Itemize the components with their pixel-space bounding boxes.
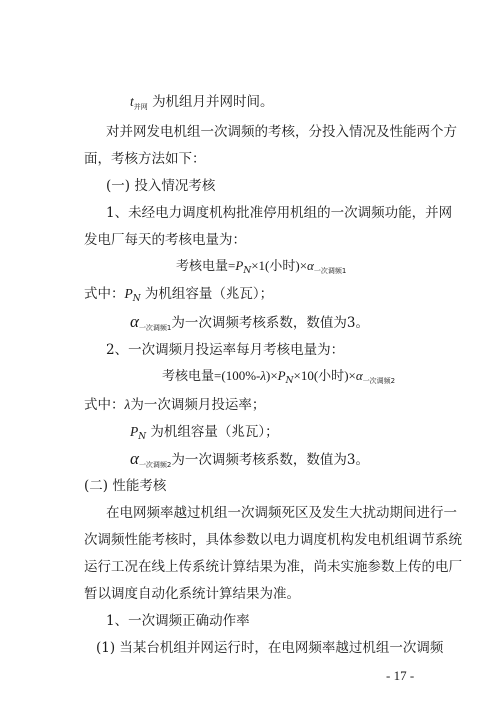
- formula-2-lambda: λ: [260, 368, 266, 383]
- text-line-1: [130, 92, 274, 117]
- formula-2-times-1: )×: [266, 368, 278, 383]
- symbol-P-2-subscript: N: [138, 432, 147, 442]
- section-heading-2: (二) 性能考核: [84, 478, 167, 494]
- text-line-20: 1、一次调频正确动作率: [106, 613, 250, 629]
- formula-2-P-subscript: N: [285, 376, 294, 386]
- line-1-text: 为机组月并网时间。: [152, 94, 274, 110]
- formula-1-P: P: [235, 258, 244, 273]
- text-line-9: [130, 312, 369, 338]
- formula-2-open: (100%-: [221, 368, 261, 383]
- text-line-14: [130, 449, 369, 475]
- formula-1: [176, 256, 346, 281]
- formula-1-P-subscript: N: [243, 266, 252, 276]
- line-14-text: 为一次调频考核系数，数值为3。: [171, 452, 369, 468]
- symbol-alpha-2-subscript: 一次调频2: [138, 461, 172, 469]
- symbol-P-subscript: N: [132, 294, 141, 304]
- text-line-21: (1) 当某台机组并网运行时，在电网频率越过机组一次调频: [96, 640, 444, 656]
- section-heading-1: (一) 投入情况考核: [106, 178, 216, 194]
- formula-1-times-1: ×1(: [251, 258, 270, 273]
- formula-2-alpha-subscript: 一次调频2: [362, 377, 396, 385]
- line-9-text: 为一次调频考核系数，数值为3。: [171, 315, 369, 331]
- formula-1-alpha: α: [307, 258, 314, 273]
- formula-2-P: P: [277, 368, 286, 383]
- line-8-head: 式中：: [84, 286, 125, 302]
- formula-2-lhs: 考核电量: [162, 369, 215, 384]
- formula-2-hours: 小时: [318, 369, 345, 384]
- formula-1-lhs: 考核电量: [176, 259, 229, 274]
- symbol-alpha-subscript: 一次调频1: [138, 324, 172, 332]
- text-line-8: [84, 284, 273, 309]
- formula-2-times-2: ×10(: [293, 368, 319, 383]
- formula-1-hours: 小时: [269, 259, 296, 274]
- text-line-3: 面，考核方法如下：: [84, 151, 206, 167]
- symbol-P: P: [124, 286, 133, 301]
- formula-2-alpha: α: [355, 368, 363, 383]
- text-line-5: 1、未经电力调度机构批准停用机组的一次调频功能，并网: [106, 205, 453, 221]
- text-line-2: 对并网发电机组一次调频的考核，分投入情况及性能两个方: [106, 124, 457, 140]
- text-line-12: [84, 395, 265, 415]
- page-number: - 17 -: [386, 668, 415, 683]
- line-13-text: 为机组容量（兆瓦）；: [150, 424, 279, 440]
- symbol-alpha-2: α: [130, 449, 139, 468]
- formula-2: [162, 366, 395, 391]
- symbol-alpha: α: [130, 312, 139, 331]
- text-line-13: [130, 422, 279, 447]
- formula-1-equals: =: [228, 258, 236, 273]
- text-line-18: 运行工况在线上传系统计算结果为准，尚未实施参数上传的电厂: [84, 559, 462, 575]
- line-8-text: 为机组容量（兆瓦）；: [144, 286, 274, 302]
- formula-2-equals: =: [214, 368, 222, 383]
- symbol-t-subscript: 并网: [133, 103, 148, 111]
- text-line-17: 次调频性能考核时，具体参数以电力调度机构发电机组调节系统: [84, 532, 462, 548]
- formula-2-times-3: )×: [344, 368, 356, 383]
- text-line-10: 2、一次调频月投运率每月考核电量为：: [106, 342, 345, 358]
- text-line-16: 在电网频率越过机组一次调频死区及发生大扰动期间进行一: [106, 505, 457, 521]
- symbol-t: t: [130, 94, 134, 109]
- symbol-P-2: P: [130, 424, 139, 439]
- text-line-6: 发电厂每天的考核电量为：: [84, 232, 246, 248]
- text-line-19: 暂以调度自动化系统计算结果为准。: [84, 586, 300, 602]
- formula-1-alpha-subscript: 一次调频1: [313, 267, 347, 275]
- line-12-head: 式中：: [84, 397, 125, 413]
- line-12-text: 为一次调频月投运率；: [130, 397, 266, 413]
- symbol-lambda: λ: [124, 397, 131, 412]
- formula-1-times-2: )×: [295, 258, 308, 273]
